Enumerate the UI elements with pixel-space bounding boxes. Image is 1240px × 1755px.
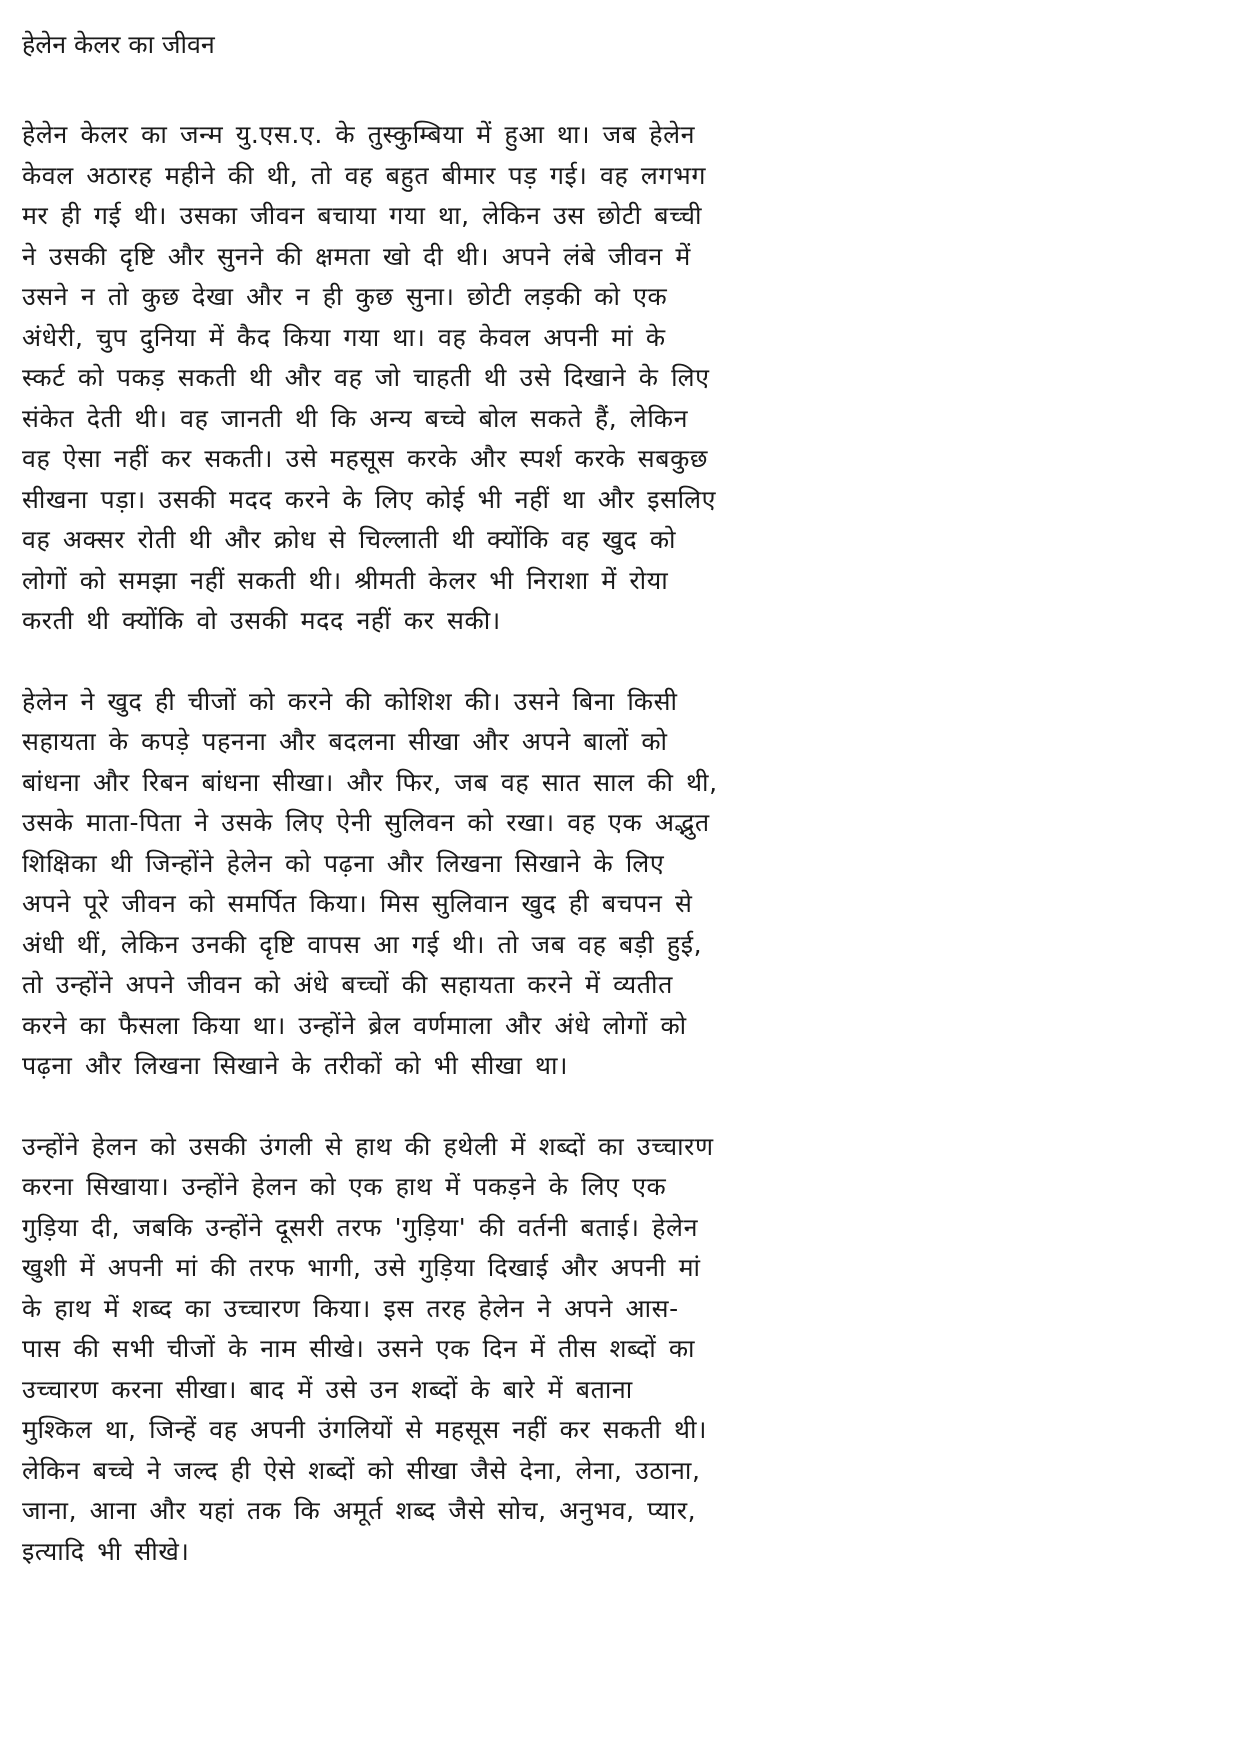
text-line: इत्यादि भी सीखे। [22, 1536, 190, 1566]
text-line: करने का फैसला किया था। उन्होंने ब्रेल वर्णमाला और अंधे लोगों को [22, 1010, 687, 1040]
text-line: वह ऐसा नहीं कर सकती। उसे महसूस करके और स्पर्श करके सबकुछ [22, 444, 709, 473]
text-line: पढ़ना और लिखना सिखाने के तरीकों को भी सीखा था। [22, 1051, 569, 1080]
text-line: गुड़िया दी, जबकि उन्होंने दूसरी तरफ 'गुड़िया' की वर्तनी बताई। हेलेन [22, 1212, 699, 1242]
paragraph-3 [22, 1127, 842, 1573]
text-line: लेकिन बच्चे ने जल्द ही ऐसे शब्दों को सीखा जैसे देना, लेना, उठाना, [22, 1455, 701, 1485]
text-line: हेलेन केलर का जन्म यु.एस.ए. के तुस्कुम्बिया में हुआ था। जब हेलेन [22, 120, 696, 149]
text-line: केवल अठारह महीने की थी, तो वह बहुत बीमार पड़ गई। वह लगभग [22, 160, 707, 190]
text-line: के हाथ में शब्द का उच्चारण किया। इस तरह हेलेन ने अपने आस- [22, 1293, 679, 1323]
document-title: हेलेन केलर का जीवन [22, 30, 215, 59]
document-page [22, 25, 842, 1572]
paragraph-1 [22, 115, 842, 642]
text-line: उन्होंने हेलन को उसकी उंगली से हाथ की हथेली में शब्दों का उच्चारण [22, 1131, 714, 1161]
text-line: उसने न तो कुछ देखा और न ही कुछ सुना। छोटी लड़की को एक [22, 282, 668, 311]
text-line: हेलेन ने खुद ही चीजों को करने की कोशिश की। उसने बिना किसी [22, 686, 678, 716]
text-line: जाना, आना और यहां तक कि अमूर्त शब्द जैसे सोच, अनुभव, प्यार, [22, 1496, 697, 1525]
title-spacer [22, 65, 842, 115]
text-line: तो उन्होंने अपने जीवन को अंधे बच्चों की सहायता करने में व्यतीत [22, 970, 673, 999]
paragraph-gap [22, 1087, 842, 1127]
paragraph-2 [22, 682, 842, 1087]
text-line: उसके माता-पिता ने उसके लिए ऐनी सुलिवन को रखा। वह एक अद्भुत [22, 808, 710, 837]
text-line: खुशी में अपनी मां की तरफ भागी, उसे गुड़िया दिखाई और अपनी मां [22, 1253, 701, 1282]
text-line: संकेत देती थी। वह जानती थी कि अन्य बच्चे बोल सकते हैं, लेकिन [22, 403, 689, 433]
text-line: स्कर्ट को पकड़ सकती थी और वह जो चाहती थी उसे दिखाने के लिए [22, 363, 710, 392]
text-line: वह अक्सर रोती थी और क्रोध से चिल्लाती थी क्योंकि वह खुद को [22, 525, 677, 554]
text-line: अपने पूरे जीवन को समर्पित किया। मिस सुलिवान खुद ही बचपन से [22, 889, 693, 918]
text-line: शिक्षिका थी जिन्होंने हेलेन को पढ़ना और लिखना सिखाने के लिए [22, 848, 665, 878]
text-line: अंधी थीं, लेकिन उनकी दृष्टि वापस आ गई थी। तो जब वह बड़ी हुई, [22, 929, 703, 959]
text-line: मुश्किल था, जिन्हें वह अपनी उंगलियों से महसूस नहीं कर सकती थी। [22, 1415, 708, 1444]
text-line: करना सिखाया। उन्होंने हेलन को एक हाथ में पकड़ने के लिए एक [22, 1172, 667, 1201]
text-line: बांधना और रिबन बांधना सीखा। और फिर, जब वह सात साल की थी, [22, 767, 718, 797]
text-line: अंधेरी, चुप दुनिया में कैद किया गया था। वह केवल अपनी मां के [22, 322, 666, 352]
text-line: मर ही गई थी। उसका जीवन बचाया गया था, लेकिन उस छोटी बच्ची [22, 201, 703, 230]
text-line: सीखना पड़ा। उसकी मदद करने के लिए कोई भी नहीं था और इसलिए [22, 484, 717, 514]
text-line: करती थी क्योंकि वो उसकी मदद नहीं कर सकी। [22, 606, 501, 635]
text-line: ने उसकी दृष्टि और सुनने की क्षमता खो दी थी। अपने लंबे जीवन में [22, 241, 691, 271]
text-line: उच्चारण करना सीखा। बाद में उसे उन शब्दों के बारे में बताना [22, 1374, 633, 1404]
text-line: लोगों को समझा नहीं सकती थी। श्रीमती केलर भी निराशा में रोया [22, 565, 669, 595]
paragraph-gap [22, 642, 842, 682]
text-line: सहायता के कपड़े पहनना और बदलना सीखा और अपने बालों को [22, 727, 668, 756]
text-line: पास की सभी चीजों के नाम सीखे। उसने एक दिन में तीस शब्दों का [22, 1334, 696, 1363]
